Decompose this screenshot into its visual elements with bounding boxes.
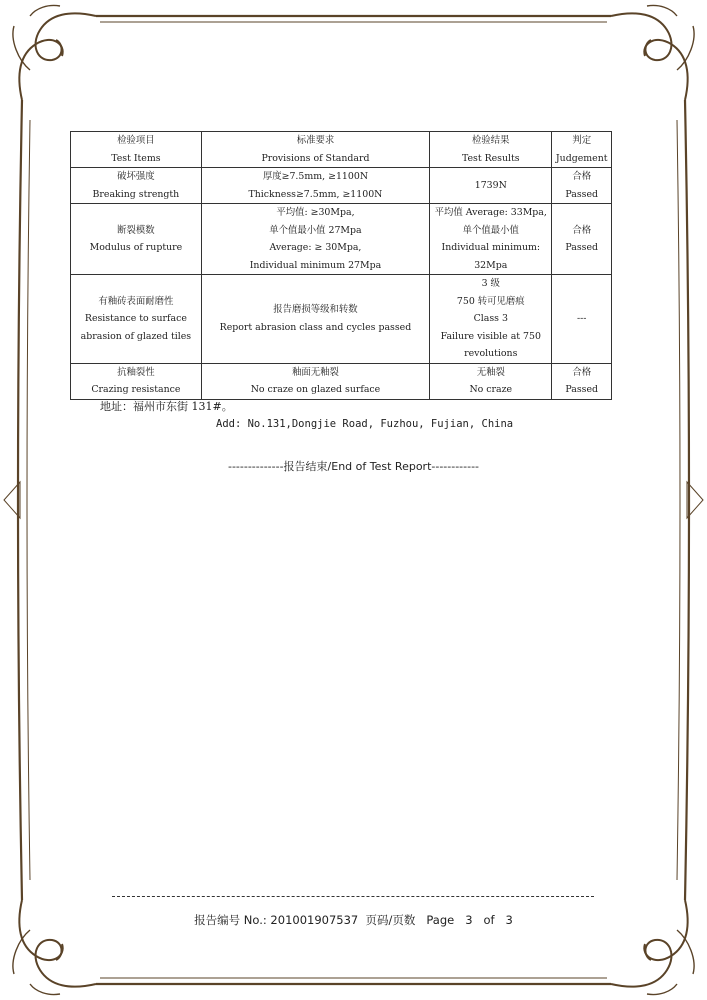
cell-result: 平均值 Average: 33Mpa, 单个值最小值 Individual minimum: 32Mpa	[430, 204, 552, 275]
cell-judgement: ---	[552, 275, 612, 364]
table-row-modulus-of-rupture	[71, 204, 612, 275]
end-of-report-marker: --------------报告结束/End of Test Report------------	[227, 460, 480, 473]
cell-result: 1739N	[430, 168, 552, 204]
header-test-results: 检验结果 Test Results	[430, 132, 552, 168]
header-provisions: 标准要求 Provisions of Standard	[201, 132, 429, 168]
cell-item: 抗釉裂性 Crazing resistance	[71, 363, 202, 399]
table-header-row	[71, 132, 612, 168]
table-row-surface-abrasion	[71, 275, 612, 364]
cell-provision: 报告磨损等级和转数 Report abrasion class and cycles passed	[201, 275, 429, 364]
table-row-crazing-resistance	[71, 363, 612, 399]
cell-provision: 釉面无釉裂 No craze on glazed surface	[201, 363, 429, 399]
cell-judgement: 合格 Passed	[552, 204, 612, 275]
cell-provision: 厚度≥7.5mm, ≥1100N Thickness≥7.5mm, ≥1100N	[201, 168, 429, 204]
cell-item: 破坏强度 Breaking strength	[71, 168, 202, 204]
table-row-breaking-strength	[71, 168, 612, 204]
address-english: Add: No.131,Dongjie Road, Fuzhou, Fujian, China	[216, 418, 514, 430]
address-chinese: 地址：福州市东街 131#。	[100, 400, 233, 413]
header-test-items: 检验项目 Test Items	[71, 132, 202, 168]
cell-provision: 平均值: ≥30Mpa, 单个值最小值 27Mpa Average: ≥ 30Mpa, Individual minimum 27Mpa	[201, 204, 429, 275]
cell-judgement: 合格 Passed	[552, 168, 612, 204]
cell-result: 3 级 750 转可见磨痕 Class 3 Failure visible at 750 revolutions	[430, 275, 552, 364]
cell-item: 断裂模数 Modulus of rupture	[71, 204, 202, 275]
cell-result: 无釉裂 No craze	[430, 363, 552, 399]
test-results-table	[70, 131, 612, 400]
footer-divider	[112, 896, 594, 897]
cell-judgement: 合格 Passed	[552, 363, 612, 399]
header-judgement: 判定 Judgement	[552, 132, 612, 168]
cell-item: 有釉砖表面耐磨性 Resistance to surface abrasion of glazed tiles	[71, 275, 202, 364]
footer-report-number: 报告编号 No.: 201001907537 页码/页数 Page 3 of 3	[194, 913, 513, 927]
